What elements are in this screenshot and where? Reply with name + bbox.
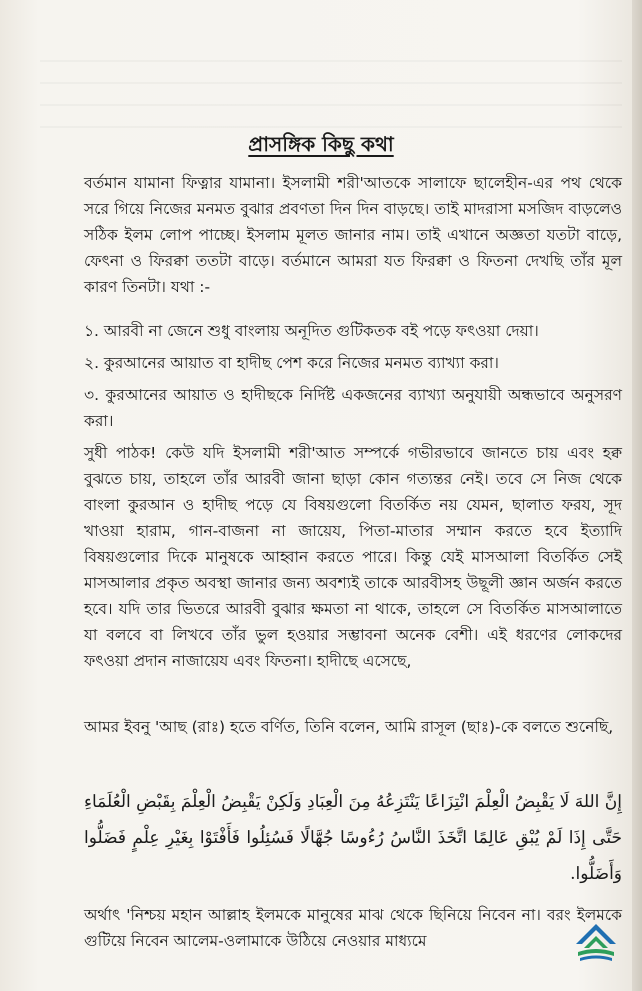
page-heading: প্রাসঙ্গিক কিছু কথা (248, 132, 394, 156)
reader-paragraph: সুধী পাঠক! কেউ যদি ইসলামী শরী'আত সম্পর্কে গভীরভাবে জানতে চায় এবং হক্ব বুঝতে চায়, তাহলে তাঁর আরবী জানা ছাড়া কোন গত্যন্তর নেই। তবে সে নিজ থেকে বাংলা কুরআন ও হাদীছ পড়ে যে বিষয়গুলো বিতর্কিত নয় যেমন, ছালাত ফরয, সূদ খাওয়া হারাম, গান-বাজনা না জায়েয, পিতা-মাতার সম্মান করতে হবে ইত্যাদি বিষয়গুলোর দিকে মানুষকে আহ্বান করতে পারে। কিন্তু যেই মাসআলা বিতর্কিত সেই মাসআলার প্রকৃত অবস্থা জানার জন্য অবশ্যই তাকে আরবীসহ উছূলী জ্ঞান অর্জন করতে হবে। যদি তার ভিতরে আরবী বুঝার ক্ষমতা না থাকে, তাহলে সে বিতর্কিত মাসআলাতে যা বলবে বা লিখবে তাঁর ভুল হওয়ার সম্ভাবনা অনেক বেশী। এই ধরণের লোকদের ফৎওয়া প্রদান নাজায়েয এবং ফিতনা। হাদীছে এসেছে, (84, 444, 622, 670)
intro-paragraph: বর্তমান যামানা ফিত্নার যামানা। ইসলামী শরী'আতকে সালাফে ছালেহীন-এর পথ থেকে সরে গিয়ে নিজের মনমত বুঝার প্রবণতা দিন দিন বাড়ছে। তাই মাদরাসা মসজিদ বাড়লেও সঠিক ইলম লোপ পাচ্ছে। ইসলাম মূলত জানার নাম। তাই এখানে অজ্ঞতা যতটা বাড়ে, ফেৎনা ও ফিরক্বা ততটা বাড়ে। বর্তমানে আমরা যত ফিরক্বা ও ফিতনা দেখছি তাঁর মূল কারণ তিনটা। যথা :- (84, 174, 622, 296)
publisher-logo-icon (570, 920, 622, 964)
list-item: ৩. কুরআনের আয়াত ও হাদীছকে নির্দিষ্ট একজনের ব্যাখ্যা অনুযায়ী অন্ধভাবে অনুসরণ করা। (84, 386, 622, 430)
show-through-text (40, 60, 622, 130)
list-item: ২. কুরআনের আয়াত বা হাদীছ পেশ করে নিজের মনমত ব্যাখ্যা করা। (84, 354, 499, 372)
list-item: ১. আরবী না জেনে শুধু বাংলায় অনূদিত গুটিকতক বই পড়ে ফৎওয়া দেয়া। (84, 322, 539, 340)
hadith-intro: আমর ইবনু 'আছ (রাঃ) হতে বর্ণিত, তিনি বলেন, আমি রাসূল (ছাঃ)-কে বলতে শুনেছি, (84, 718, 614, 736)
translation-paragraph: অর্থাৎ 'নিশ্চয় মহান আল্লাহ ইলমকে মানুষের মাঝ থেকে ছিনিয়ে নিবেন না। বরং ইলমকে গুটিয়ে নিবেন আলেম-ওলামাকে উঠিয়ে নেওয়ার মাধ্যমে (84, 906, 622, 950)
arabic-hadith: إِنَّ اللهَ لَا يَقْبِضُ الْعِلْمَ انْتِزَاعًا يَنْتَزِعُهُ مِنَ الْعِبَادِ وَلَكِنْ يَقْبِضُ الْعِلْمَ بِقَبْضِ الْعُلَمَاءِ حَتَّى إِذَا لَمْ يُبْقِ عَالِمًا اتَّخَذَ النَّاسُ رُءُوسًا جُهَّالًا فَسُئِلُوا فَأَفْتَوْا بِغَيْرِ عِلْمٍ فَضَلُّوا وَأَضَلُّوا. (84, 792, 622, 884)
